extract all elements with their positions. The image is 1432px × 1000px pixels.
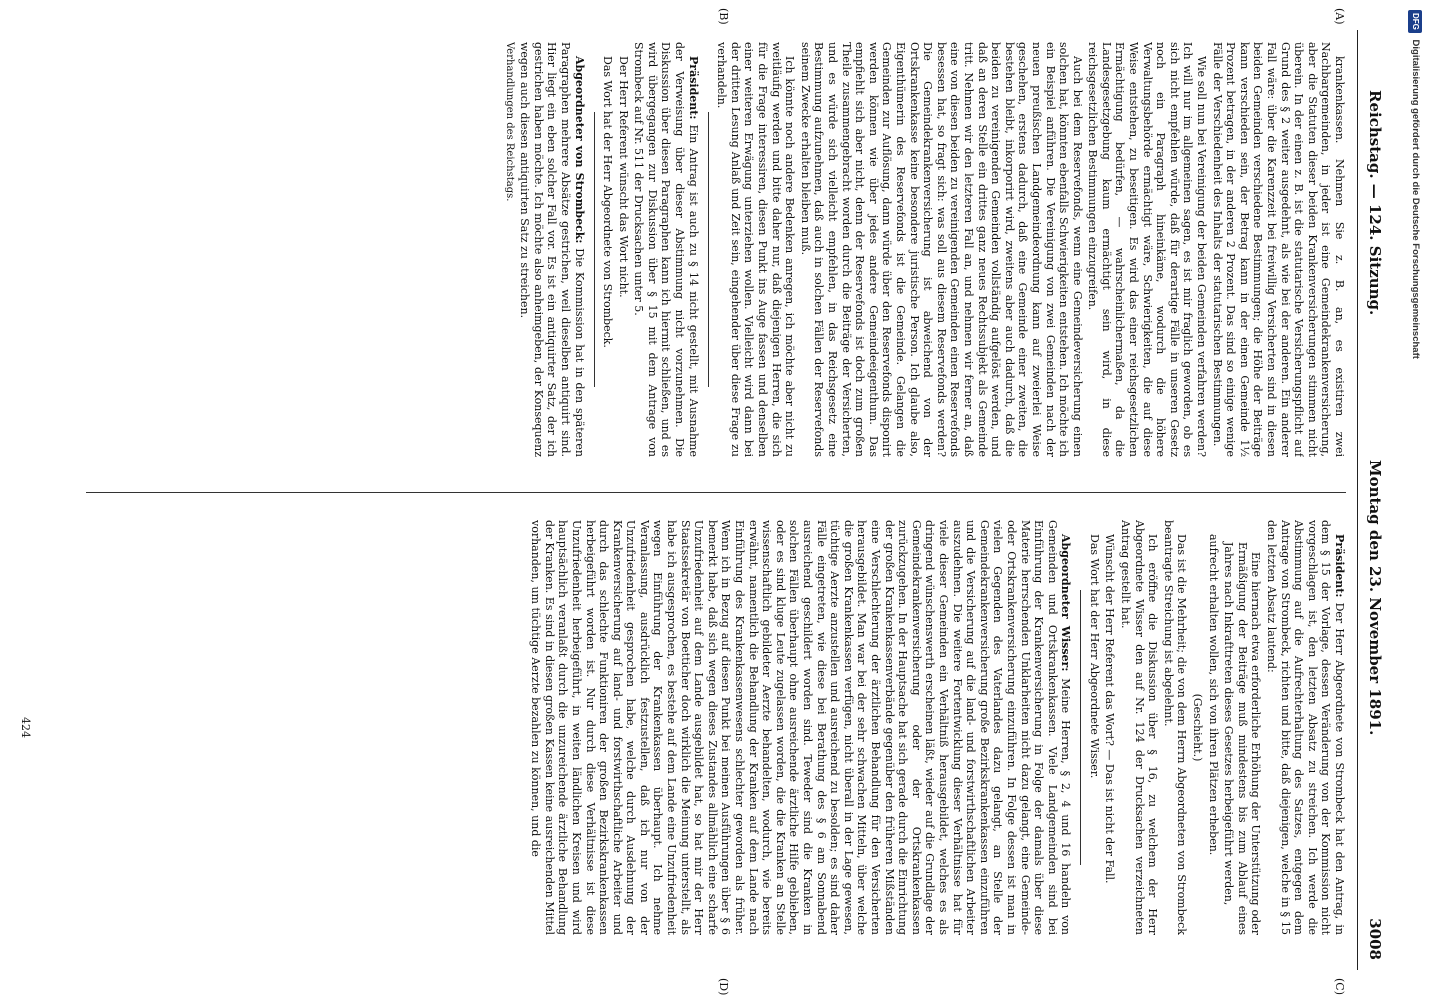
paragraph: krankenkassen. Nehmen Sie z. B. an, es existiren zwei Nachbargemeinden, in jeder ist eine Gemeindekrankenversicherung, aber die Statuten dieser beiden Krankenversicherungen stimmen nicht überein. In der einen z. B. ist die statutarische Versicherungspflicht auf Grund des § 2 weiter ausgedehnt, als wie bei der anderen. Ein anderer Fall wäre: über die Karenzzeit bei freiwillig Versicherten sind in diesen beiden Gemeinden verschiedene Bestimmungen; die Höhe der Beiträge kann verschieden sein, der Betrag kann in der einen Gemeinde 1½ Prozent betragen, in der anderen 2 Prozent. Das sind so einige wenige Fälle der Verschiedenheit des Inhalts der statutarischen Bestimmungen. bbox=[1210, 42, 1346, 457]
page-footer-number: 424 bbox=[19, 717, 32, 738]
digitization-credit bbox=[1404, 10, 1426, 990]
paragraph: Der Herr Referent wünscht das Wort nicht. bbox=[616, 56, 630, 298]
paragraph: Wünscht der Herr Referent das Wort? — Das ist nicht der Fall. bbox=[1103, 534, 1117, 884]
column-rule bbox=[86, 492, 1346, 493]
paragraph: Präsident: Ein Antrag ist auch zu § 14 nicht gestellt, mit Ausnahme der Verweisung über dieser Abstimmung nicht vorzunehmen. Die Diskussion über diesen Paragraphen kann ich hiermit schließen, und es wird übergegangen zur Diskussion über § 15 mit dem Antrage von Strombeck auf Nr. 511 der Drucksachen unter 5. bbox=[632, 42, 700, 457]
header-page-number: 3008 bbox=[1366, 918, 1384, 960]
right-column bbox=[36, 520, 1346, 935]
paragraph: Ich könnte noch andere Bedenken anregen, ich möchte aber nicht zu weitläufig werden und bitte daher nur, daß diejenigen Herren, die sich für die Frage interessiren, diesen Punkt ins Auge fassen und denselben einer weiteren Erwägung unterziehen wollen. Vielleicht wird dann bei der dritten Lesung Anlaß und Zeit sein, eingehender über diese Frage zu verhandeln. bbox=[715, 42, 797, 457]
section-divider bbox=[594, 112, 595, 387]
paragraph: Abgeordneter von Strombeck: Die Kommission hat in den späteren Paragraphen mehrere Absätze gestrichen, weil dieselben antiquirt sind. Hier liegt ein eben solcher Fall vor. Es ist ein antiquirter Satz, der ich gestrichen haben möchte. Ich möchte also anheimgeben, der Konsequenz wegen auch diesen antiquirten Satz zu streichen. bbox=[518, 42, 586, 457]
paragraph: Wie soll nun bei Vereinigung der beiden Gemeinden verfahren werden? Ich will nur im allgemeinen sagen, es ist mir fraglich geworden, ob es sich nicht empfehlen würde, daß für derartige Fälle in unseren Gesetz noch ein Paragraph hineinkäme, wodurch die höhere Verwaltungsbehörde ermächtigt wäre, Schwierigkeiten, die auf diese Weise entstehen, zu beseitigen. Es wird das einer reichsgesetzlichen Ermächtigung bedürfen, — wahrscheinlichermaßen, da die Landesgesetzgebung kaum ermächtigt sein wird, in diese reichsgesetzlichen Bestimmungen einzugreifen. bbox=[1086, 42, 1209, 457]
paragraph: Präsident: Der Herr Abgeordnete von Strombeck hat den Antrag, in dem § 15 der Vorlage, dessen Veränderung von der Kommission nicht vorgeschlagen ist, den letzten Absatz zu streichen. Ich werde die Abstimmung auf die Aufrechterhaltung des Satzes, entgegen dem Antrage von Strombeck, richten und bitte, daß diejenigen, welche in § 15 den letzten Absatz lautend: bbox=[1265, 520, 1346, 935]
margin-marker-a: (A) bbox=[1333, 8, 1346, 25]
paragraph: Das ist die Mehrheit; die von dem Herrn Abgeordneten von Strombeck beantragte Streichung ist abgelehnt. bbox=[1161, 520, 1189, 935]
margin-marker-d: (D) bbox=[717, 978, 730, 996]
header-session: Reichstag. — 124. Sitzung. bbox=[1366, 90, 1384, 316]
paragraph: Abgeordneter Wisser: Meine Herren, § 2, 4 und 16 handeln von Gemeinden und Ortskrankenkassen. Viele Landgemeinden sind bei Einführung der Krankenversicherung in Folge der damals über diese Materie herrschenden Unklarheiten nicht dazu gelangt, eine Gemeinde- oder Ortskrankenversicherung einzuführen. In Folge dessen ist man in vielen Gegenden des Vaterlandes dazu gelangt, an Stelle der Gemeindekrankenversicherung große Bezirkskrankenkassen einzuführen und die Versicherung auf die land- und forstwirthschaftlichen Arbeiter auszudehnen. Die weitere Fortentwicklung dieser Verhältnisse hat für viele dieser Gemeinden ein Verhältniß herausgebildet, welches es als dringend wünschenswerth erscheinen läßt, wieder auf die Grundlage der Gemeindekrankenversicherung oder der Ortskrankenkassen zurückzugehen. In der Hauptsache hat sich gerade durch die Einrichtung der großen Krankenkassenverbände gegenüber den früheren Mißständen eine Verschlechterung der ärztlichen Behandlung für den Versicherten herausgebildet. Man war bei der sehr schwachen Mitteln, über welche die großen Krankenkassen verfügen, nicht überall in der Lage gewesen, tüchtige Aerzte anzustellen und ausreichend zu besolden; es sind daher Fälle eingetreten, wie diese bei Berathung des § 6 am Sonnabend ausreichend geschildert worden sind. Teweder sind die Kranken in solchen Fällen überhaupt ohne ausreichende ärztliche Hilfe geblieben, oder es sind kluge Leute zugelassen worden, die die Kranken an Stelle wissenschaftlich gebildeter Aerzte behandelten, wodurch, wie bereits erwähnt, namentlich die Behandlung der Kranken auf dem Lande nach Einführung des Krankenkassenwesens schlechter geworden als früher. Wenn ich in Bezug auf diesen Punkt bei meinen Ausführungen über § 6 bemerkt habe, daß sich wegen dieses Zustandes allmählich eine scharfe Unzufriedenheit auf dem Lande ausgebildet hat, so hat mir der Herr Staatssekretär von Boetticher doch wirklich die Meinung unterstellt, als habe ich ausgesprochen, es bestehe auf dem Lande eine Unzufriedenheit wegen Einführung der Krankenkassen überhaupt. Ich nehme Veranlassung, ausdrücklich festzustellen, daß ich nur von der Unzufriedenheit gesprochen habe, welche durch Ausdehnung der Krankenversicherung auf land- und forstwirthschaftliche Arbeiter und durch das schlechte Funktioniren der großen Bezirkskrankenkassen herbeigeführt worden ist. Nur durch diese Verhältnisse ist diese Unzufriedenheit herbeigeführt, in weiten ländlichen Kreisen und wird hauptsächlich veranlaßt durch die unzureichende ärztliche Behandlung der Kranken. Es sind in diesen großen Kassen keine ausreichenden Mittel vorhanden, um tüchtige Aerzte bezahlen zu können, und die bbox=[529, 520, 1073, 935]
paragraph: Das Wort hat der Herr Abgeordnete von Strombeck. bbox=[601, 56, 615, 348]
speaker-name: Abgeordneter von Strombeck: bbox=[572, 56, 586, 244]
paragraph: aufrecht erhalten wollen, sich von ihren Plätzen erheben. bbox=[1206, 534, 1220, 856]
paragraph: Verhandlungen des Reichstags. bbox=[503, 42, 515, 202]
page-header bbox=[1360, 30, 1388, 970]
paragraph: Auch bei dem Reservefonds, wenn eine Gemeindeversicherung einen solchen hat, könnten ebenfalls Schwierigkeiten entstehen. Ich möchte ich ein Beispiel anführen. Die Vereinigung von zwei Gemeinden nach der neuen preußischen Landgemeindeordnung kann auf zweierlei Weise geschehen, erstens dadurch, daß eine Gemeinde einer zweiten, die bestehen bleibt, inkorporirt wird, zweitens aber auch dadurch, daß die beiden zu vereinigenden Gemeinden vollständig aufgelöst werden, und daß an deren Stelle ein drittes ganz neues Rechtssubjekt als Gemeinde tritt. Nehmen wir den letzteren Fall an, und nehmen wir ferner an, daß eine von diesen beiden zu vereinigenden Gemeinden einen Reservefonds besessen hat, so fragt sich: was soll aus diesem Reservefonds werden? Die Gemeindekrankenversicherung ist abweichend von der Ortskrankenkasse keine besondere juristische Person. Ich glaube also, Eigenthümerin des Reservefonds ist die Gemeinde. Gelangen die Gemeinden zur Auflösung, dann würde über den Reservefonds disponirt werden können wie über jedes andere Gemeindeeigenthum. Das empfiehlt sich aber nicht, denn der Reservefonds ist doch zum großen Theile zusammengebracht worden durch die Beiträge der Versicherten, und es würde sich vielleicht empfehlen, in das Reichsgesetz eine Bestimmung aufzunehmen, daß auch in solchen Fällen der Reservefonds seinem Zwecke erhalten bleiben muß. bbox=[798, 42, 1084, 457]
credit-text: Digitalisierung gefördert durch die Deutsche Forschungsgemeinschaft bbox=[1410, 39, 1421, 359]
section-divider bbox=[708, 112, 709, 387]
margin-marker-b: (B) bbox=[717, 8, 730, 25]
paragraph: (Geschieht.) bbox=[1191, 693, 1205, 762]
paragraph: Eine hiernach etwa erforderliche Erhöhung der Unterstützung oder Ermäßigung der Beiträge muß mindestens bis zum Ablauf eines Jahres nach Inkrafttreten dieses Gesetzes herbeigeführt werden, bbox=[1222, 542, 1263, 935]
paragraph: Das Wort hat der Herr Abgeordnete Wisser. bbox=[1087, 534, 1101, 779]
header-rule bbox=[1357, 30, 1358, 970]
speaker-name: Präsident: bbox=[1333, 534, 1346, 598]
paragraph: Ich eröffne die Diskussion über § 16, zu welchem der Herr Abgeordnete Wisser den auf Nr. 124 der Drucksachen verzeichneten Antrag gestellt hat. bbox=[1119, 520, 1160, 935]
left-column bbox=[36, 42, 1346, 457]
speaker-name: Präsident: bbox=[686, 56, 700, 120]
speaker-name: Abgeordneter Wisser: bbox=[1059, 534, 1073, 672]
dfg-logo: DFG bbox=[1408, 10, 1422, 33]
header-date: Montag den 23. November 1891. bbox=[1366, 460, 1384, 736]
section-divider bbox=[1080, 590, 1081, 865]
margin-marker-c: (C) bbox=[1333, 978, 1346, 995]
